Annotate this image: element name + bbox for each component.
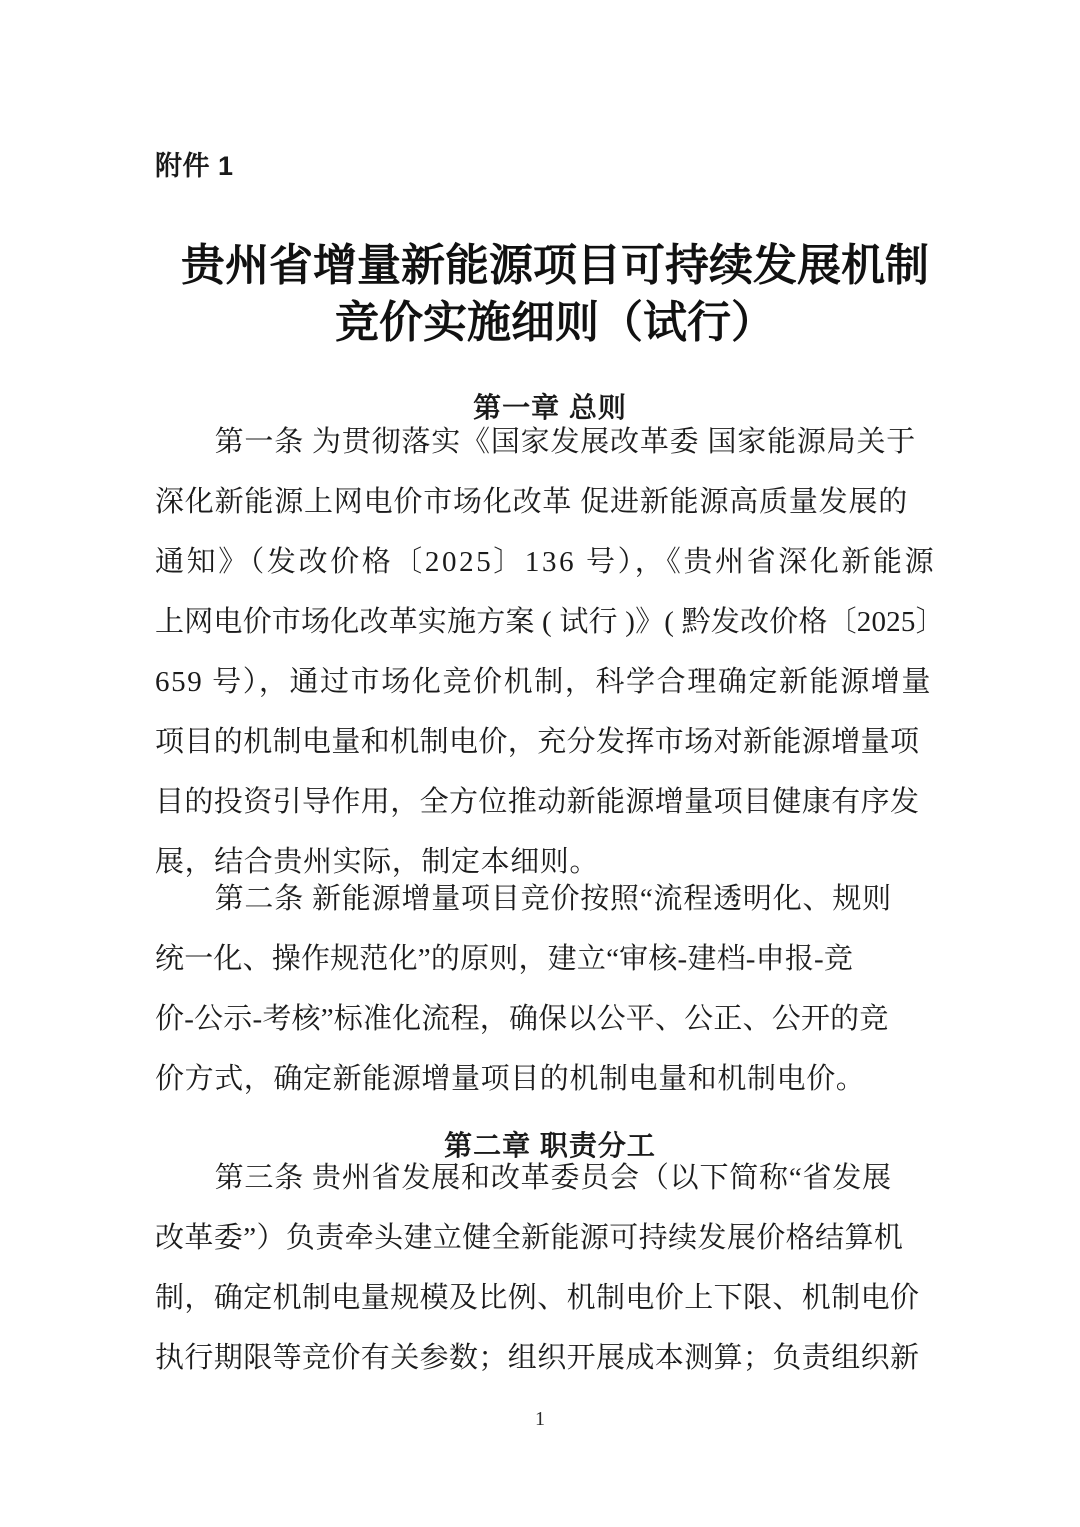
chapter-heading-1: 第一章 总则 bbox=[473, 392, 627, 424]
article-1-line-7: 目的投资引导作用，全方位推动新能源增量项目健康有序发 bbox=[155, 786, 920, 818]
page-number: 1 bbox=[535, 1408, 545, 1430]
article-3-line-2: 改革委”）负责牵头建立健全新能源可持续发展价格结算机 bbox=[155, 1222, 904, 1254]
article-1-line-3: 通知》（发改价格〔2025〕136 号），《贵州省深化新能源 bbox=[155, 546, 937, 578]
article-2-line-2: 统一化、操作规范化”的原则，建立“审核-建档-申报-竞 bbox=[155, 943, 854, 975]
article-1-line-4: 上网电价市场化改革实施方案 ( 试行 )》( 黔发改价格〔2025〕 bbox=[155, 606, 945, 638]
page-title: 贵州省增量新能源项目可持续发展机制竞价实施细则（试行） bbox=[181, 241, 929, 348]
article-3-line-1: 第三条 贵州省发展和改革委员会（以下简称“省发展 bbox=[155, 1162, 892, 1194]
article-2-line-3: 价-公示-考核”标准化流程，确保以公平、公正、公开的竞 bbox=[155, 1003, 889, 1035]
article-1-line-5: 659 号），通过市场化竞价机制，科学合理确定新能源增量 bbox=[155, 666, 933, 698]
article-1-line-6: 项目的机制电量和机制电价，充分发挥市场对新能源增量项 bbox=[155, 726, 920, 758]
article-3-line-3: 制，确定机制电量规模及比例、机制电价上下限、机制电价 bbox=[155, 1282, 920, 1314]
article-2-line-4: 价方式，确定新能源增量项目的机制电量和机制电价。 bbox=[155, 1063, 866, 1095]
article-3-paragraph bbox=[155, 1148, 927, 1388]
article-2-line-1: 第二条 新能源增量项目竞价按照“流程透明化、规则 bbox=[155, 883, 892, 915]
article-1-line-8: 展，结合贵州实际，制定本细则。 bbox=[155, 846, 600, 878]
article-1-line-1: 第一条 为贯彻落实《国家发展改革委 国家能源局关于 bbox=[155, 426, 917, 458]
article-2-paragraph bbox=[155, 869, 927, 1109]
attachment-label: 附件 1 bbox=[155, 151, 234, 181]
chapter-heading-2: 第二章 职责分工 bbox=[444, 1130, 656, 1162]
article-1-paragraph bbox=[155, 412, 945, 892]
article-3-line-4: 执行期限等竞价有关参数；组织开展成本测算；负责组织新 bbox=[155, 1342, 920, 1374]
article-1-line-2: 深化新能源上网电价市场化改革 促进新能源高质量发展的 bbox=[155, 486, 909, 518]
